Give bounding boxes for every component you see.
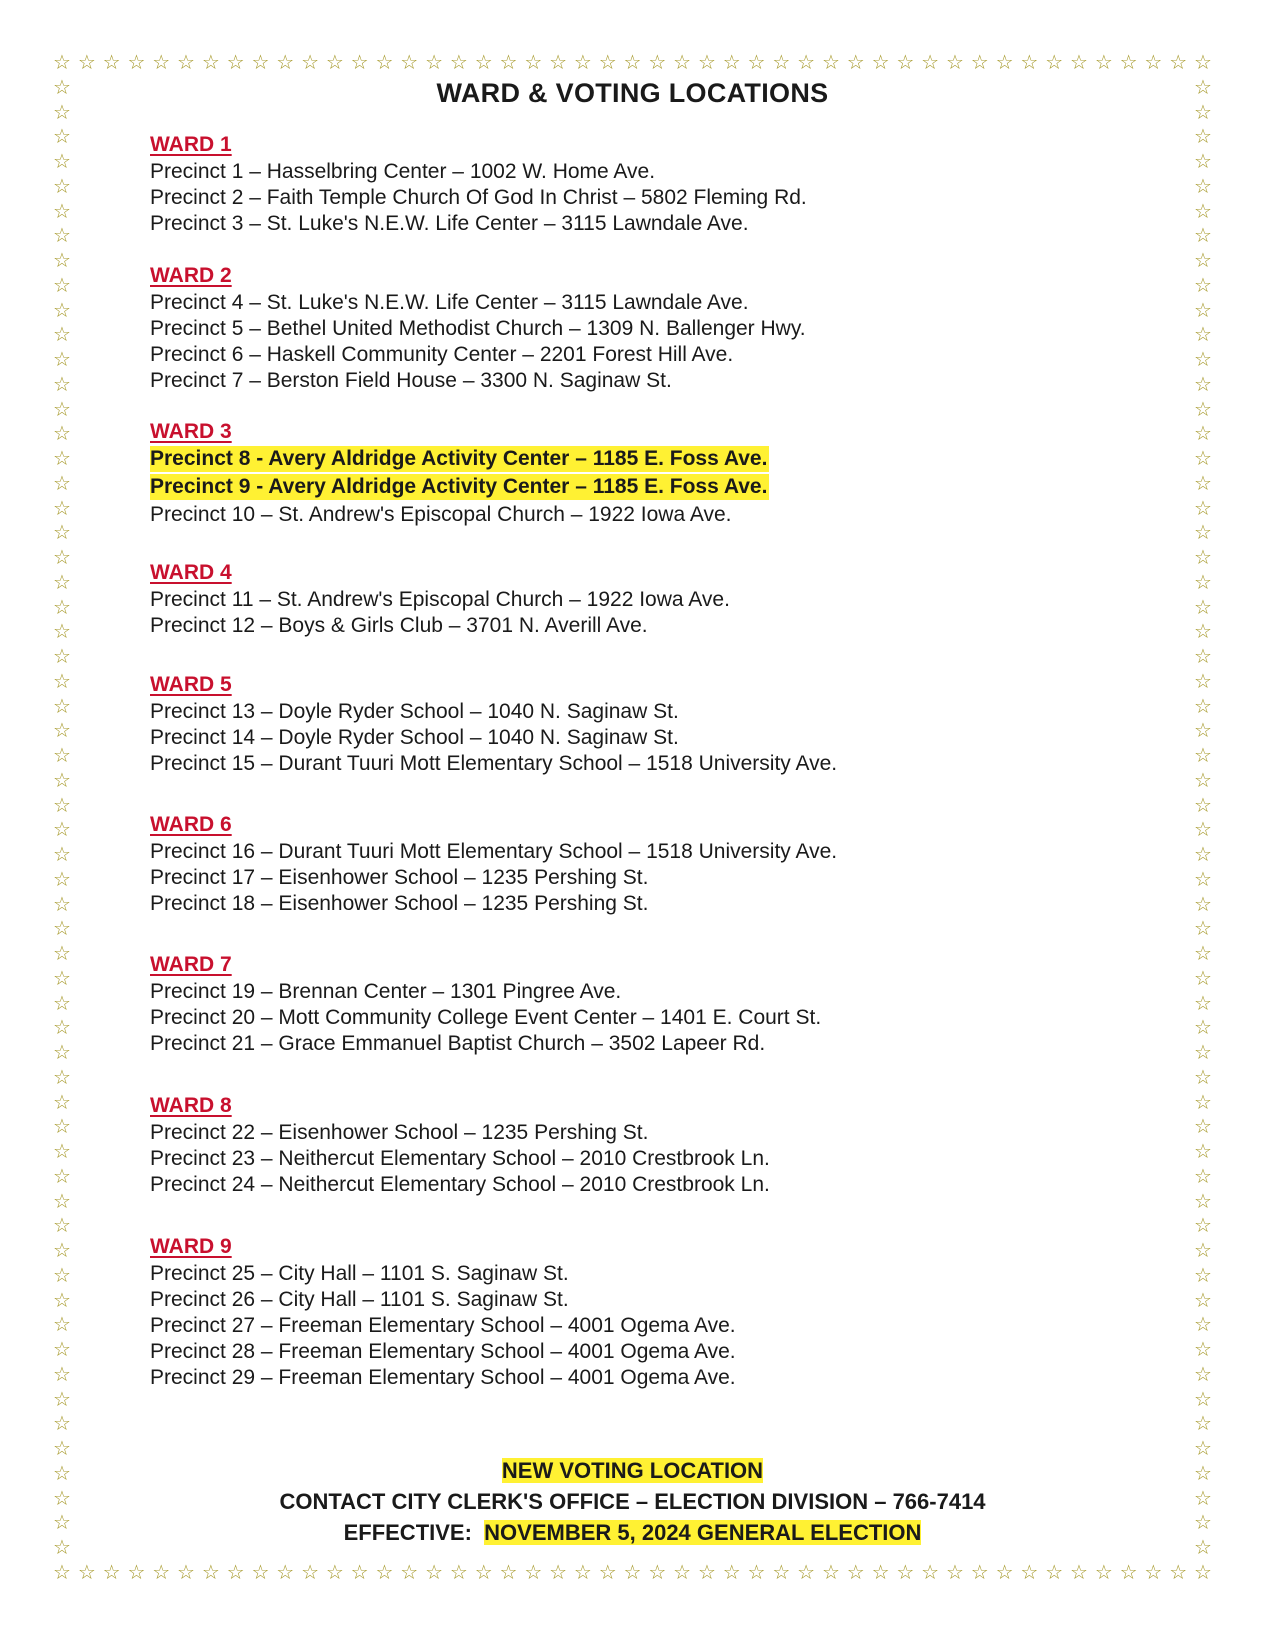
ward-heading: WARD 5 xyxy=(150,673,232,696)
star-outline-icon: ☆ xyxy=(53,965,71,990)
star-outline-icon: ☆ xyxy=(1194,1139,1212,1164)
star-outline-icon: ☆ xyxy=(400,50,419,74)
star-outline-icon: ☆ xyxy=(53,50,71,74)
star-outline-icon: ☆ xyxy=(1045,1560,1064,1584)
star-outline-icon: ☆ xyxy=(102,50,121,74)
star-outline-icon: ☆ xyxy=(921,1560,940,1584)
star-outline-icon: ☆ xyxy=(1194,545,1212,570)
star-outline-icon: ☆ xyxy=(301,1560,319,1584)
star-outline-icon: ☆ xyxy=(1194,1064,1212,1089)
star-outline-icon: ☆ xyxy=(53,495,71,520)
star-outline-icon: ☆ xyxy=(425,50,444,74)
new-location-legend xyxy=(0,1458,1265,1484)
star-outline-icon: ☆ xyxy=(53,1188,71,1213)
star-outline-icon: ☆ xyxy=(53,1163,71,1188)
star-outline-icon: ☆ xyxy=(524,1560,543,1584)
star-outline-icon: ☆ xyxy=(1194,965,1212,990)
star-outline-icon: ☆ xyxy=(449,1560,468,1584)
star-outline-icon: ☆ xyxy=(945,50,964,74)
precinct-row: Precinct 21 – Grace Emmanuel Baptist Church – 3502 Lapeer Rd. xyxy=(150,1032,766,1055)
star-outline-icon: ☆ xyxy=(53,1114,71,1139)
star-outline-icon: ☆ xyxy=(1070,1560,1088,1584)
star-outline-icon: ☆ xyxy=(1194,396,1212,421)
star-outline-icon: ☆ xyxy=(1194,520,1212,545)
star-outline-icon: ☆ xyxy=(871,50,890,74)
star-outline-icon: ☆ xyxy=(53,1238,71,1263)
star-outline-icon: ☆ xyxy=(623,50,642,74)
star-outline-icon: ☆ xyxy=(945,1560,964,1584)
star-outline-icon: ☆ xyxy=(53,718,71,743)
precinct-row: Precinct 24 – Neithercut Elementary School – 2010 Crestbrook Ln. xyxy=(150,1173,770,1196)
star-outline-icon: ☆ xyxy=(350,50,369,74)
star-outline-icon: ☆ xyxy=(846,50,865,74)
star-outline-icon: ☆ xyxy=(1194,1188,1212,1213)
star-outline-icon: ☆ xyxy=(53,149,71,174)
ward-block xyxy=(150,1094,770,1198)
star-outline-icon: ☆ xyxy=(573,1560,592,1584)
precinct-row: Precinct 4 – St. Luke's N.E.W. Life Center – 3115 Lawndale Ave. xyxy=(150,291,749,314)
star-outline-icon: ☆ xyxy=(1194,74,1212,99)
star-outline-icon: ☆ xyxy=(772,50,791,74)
star-outline-icon: ☆ xyxy=(53,1460,71,1485)
star-outline-icon: ☆ xyxy=(53,470,71,495)
star-outline-icon: ☆ xyxy=(1194,1337,1212,1362)
star-outline-icon: ☆ xyxy=(53,1436,71,1461)
precinct-row: Precinct 29 – Freeman Elementary School – 4001 Ogema Ave. xyxy=(150,1366,736,1389)
star-outline-icon: ☆ xyxy=(1194,1560,1212,1584)
star-outline-icon: ☆ xyxy=(1194,1386,1212,1411)
star-outline-icon: ☆ xyxy=(53,371,71,396)
star-outline-icon: ☆ xyxy=(53,1312,71,1337)
star-outline-icon: ☆ xyxy=(276,1560,295,1584)
star-outline-icon: ☆ xyxy=(127,50,146,74)
effective-line xyxy=(0,1520,1265,1546)
precinct-row-new-location: Precinct 9 - Avery Aldridge Activity Center – 1185 E. Foss Ave. xyxy=(150,475,768,498)
precinct-row: Precinct 25 – City Hall – 1101 S. Saginaw St. xyxy=(150,1262,569,1285)
ward-block xyxy=(150,673,837,777)
star-outline-icon: ☆ xyxy=(995,50,1014,74)
star-outline-icon: ☆ xyxy=(1194,941,1212,966)
star-outline-icon: ☆ xyxy=(350,1560,369,1584)
star-outline-icon: ☆ xyxy=(697,50,716,74)
star-outline-icon: ☆ xyxy=(474,50,493,74)
star-outline-icon: ☆ xyxy=(1194,866,1212,891)
star-outline-icon: ☆ xyxy=(53,1040,71,1065)
ward-block xyxy=(150,953,821,1057)
star-outline-icon: ☆ xyxy=(499,50,518,74)
ward-block xyxy=(150,264,806,394)
precinct-row: Precinct 3 – St. Luke's N.E.W. Life Center – 3115 Lawndale Ave. xyxy=(150,212,749,235)
star-outline-icon: ☆ xyxy=(53,223,71,248)
star-outline-icon: ☆ xyxy=(846,1560,865,1584)
star-outline-icon: ☆ xyxy=(177,50,195,74)
star-outline-icon: ☆ xyxy=(549,50,568,74)
star-outline-icon: ☆ xyxy=(53,545,71,570)
star-outline-icon: ☆ xyxy=(152,1560,171,1584)
star-outline-icon: ☆ xyxy=(896,50,915,74)
star-outline-icon: ☆ xyxy=(1194,223,1212,248)
ward-block xyxy=(150,813,837,917)
star-outline-icon: ☆ xyxy=(77,50,96,74)
precinct-row: Precinct 18 – Eisenhower School – 1235 Pershing St. xyxy=(150,892,649,915)
star-outline-icon: ☆ xyxy=(152,50,171,74)
page-title: WARD & VOTING LOCATIONS xyxy=(436,78,829,108)
star-outline-icon: ☆ xyxy=(1194,1436,1212,1461)
star-outline-icon: ☆ xyxy=(474,1560,493,1584)
star-outline-icon: ☆ xyxy=(722,50,741,74)
ward-block xyxy=(150,1235,736,1391)
precinct-row: Precinct 16 – Durant Tuuri Mott Elementary School – 1518 University Ave. xyxy=(150,840,838,863)
star-outline-icon: ☆ xyxy=(921,50,940,74)
star-outline-icon: ☆ xyxy=(1194,1213,1212,1238)
star-outline-icon: ☆ xyxy=(1194,198,1212,223)
star-outline-icon: ☆ xyxy=(1094,1560,1113,1584)
star-outline-icon: ☆ xyxy=(1194,124,1212,149)
new-location-legend-text: NEW VOTING LOCATION xyxy=(501,1458,764,1483)
star-outline-icon: ☆ xyxy=(1194,421,1212,446)
star-outline-icon: ☆ xyxy=(896,1560,915,1584)
star-outline-icon: ☆ xyxy=(524,50,543,74)
star-outline-icon: ☆ xyxy=(1194,1411,1212,1436)
star-outline-icon: ☆ xyxy=(1119,1560,1138,1584)
star-outline-icon: ☆ xyxy=(1194,569,1212,594)
star-outline-icon: ☆ xyxy=(747,50,766,74)
ward-block xyxy=(150,420,769,528)
star-outline-icon: ☆ xyxy=(53,1262,71,1287)
star-outline-icon: ☆ xyxy=(648,50,667,74)
star-outline-icon: ☆ xyxy=(1194,1262,1212,1287)
star-outline-icon: ☆ xyxy=(1194,594,1212,619)
star-outline-icon: ☆ xyxy=(1194,1510,1212,1535)
star-outline-icon: ☆ xyxy=(201,1560,220,1584)
star-outline-icon: ☆ xyxy=(53,1015,71,1040)
precinct-row: Precinct 7 – Berston Field House – 3300 N. Saginaw St. xyxy=(150,369,672,392)
star-outline-icon: ☆ xyxy=(1144,1560,1163,1584)
star-outline-icon: ☆ xyxy=(1045,50,1064,74)
star-outline-icon: ☆ xyxy=(53,644,71,669)
star-outline-icon: ☆ xyxy=(1194,743,1212,768)
precinct-row: Precinct 28 – Freeman Elementary School – 4001 Ogema Ave. xyxy=(150,1340,736,1363)
star-outline-icon: ☆ xyxy=(53,322,71,347)
star-outline-icon: ☆ xyxy=(1194,297,1212,322)
star-outline-icon: ☆ xyxy=(53,1337,71,1362)
star-outline-icon: ☆ xyxy=(797,50,816,74)
star-outline-icon: ☆ xyxy=(53,941,71,966)
precinct-row: Precinct 22 – Eisenhower School – 1235 Pershing St. xyxy=(150,1121,649,1144)
star-outline-icon: ☆ xyxy=(1194,767,1212,792)
star-outline-icon: ☆ xyxy=(53,668,71,693)
precinct-row: Precinct 17 – Eisenhower School – 1235 Pershing St. xyxy=(150,866,649,889)
star-outline-icon: ☆ xyxy=(1194,668,1212,693)
precinct-row: Precinct 10 – St. Andrew's Episcopal Church – 1922 Iowa Ave. xyxy=(150,503,732,526)
precinct-row: Precinct 14 – Doyle Ryder School – 1040 N. Saginaw St. xyxy=(150,726,679,749)
star-outline-icon: ☆ xyxy=(53,619,71,644)
star-outline-icon: ☆ xyxy=(1194,1460,1212,1485)
star-outline-icon: ☆ xyxy=(201,50,220,74)
star-outline-icon: ☆ xyxy=(1194,842,1212,867)
star-outline-icon: ☆ xyxy=(1194,1114,1212,1139)
ward-block xyxy=(150,133,807,237)
star-outline-icon: ☆ xyxy=(53,520,71,545)
star-outline-icon: ☆ xyxy=(53,743,71,768)
star-outline-icon: ☆ xyxy=(1169,50,1188,74)
ward-heading: WARD 4 xyxy=(150,561,232,584)
star-outline-icon: ☆ xyxy=(623,1560,642,1584)
star-outline-icon: ☆ xyxy=(1194,1015,1212,1040)
star-outline-icon: ☆ xyxy=(1194,817,1212,842)
star-outline-icon: ☆ xyxy=(226,1560,245,1584)
precinct-row: Precinct 13 – Doyle Ryder School – 1040 N. Saginaw St. xyxy=(150,700,679,723)
star-outline-icon: ☆ xyxy=(53,866,71,891)
star-outline-icon: ☆ xyxy=(53,1361,71,1386)
star-outline-icon: ☆ xyxy=(648,1560,667,1584)
star-outline-icon: ☆ xyxy=(1194,693,1212,718)
star-outline-icon: ☆ xyxy=(102,1560,121,1584)
star-outline-icon: ☆ xyxy=(325,50,344,74)
contact-line: CONTACT CITY CLERK'S OFFICE – ELECTION DIVISION – 766-7414 xyxy=(279,1489,986,1514)
star-outline-icon: ☆ xyxy=(598,1560,617,1584)
star-outline-icon: ☆ xyxy=(1020,50,1039,74)
star-outline-icon: ☆ xyxy=(598,50,617,74)
star-outline-icon: ☆ xyxy=(1194,916,1212,941)
star-outline-icon: ☆ xyxy=(1094,50,1113,74)
star-outline-icon: ☆ xyxy=(301,50,319,74)
star-outline-icon: ☆ xyxy=(697,1560,716,1584)
ward-heading: WARD 8 xyxy=(150,1094,232,1117)
star-outline-icon: ☆ xyxy=(722,1560,741,1584)
star-outline-icon: ☆ xyxy=(53,792,71,817)
star-outline-icon: ☆ xyxy=(871,1560,890,1584)
star-outline-icon: ☆ xyxy=(1194,470,1212,495)
star-outline-icon: ☆ xyxy=(970,1560,989,1584)
star-outline-icon: ☆ xyxy=(53,248,71,273)
star-outline-icon: ☆ xyxy=(1119,50,1138,74)
precinct-row: Precinct 20 – Mott Community College Event Center – 1401 E. Court St. xyxy=(150,1006,822,1029)
ward-heading: WARD 1 xyxy=(150,133,232,156)
star-outline-icon: ☆ xyxy=(821,50,840,74)
star-outline-icon: ☆ xyxy=(53,1287,71,1312)
ward-heading: WARD 6 xyxy=(150,813,232,836)
star-outline-icon: ☆ xyxy=(1194,149,1212,174)
star-outline-icon: ☆ xyxy=(1194,1485,1212,1510)
star-outline-icon: ☆ xyxy=(127,1560,146,1584)
star-outline-icon: ☆ xyxy=(1194,1089,1212,1114)
star-outline-icon: ☆ xyxy=(499,1560,518,1584)
star-outline-icon: ☆ xyxy=(1194,644,1212,669)
star-outline-icon: ☆ xyxy=(573,50,592,74)
star-outline-icon: ☆ xyxy=(1194,1312,1212,1337)
star-outline-icon: ☆ xyxy=(1194,1238,1212,1263)
effective-date: NOVEMBER 5, 2024 GENERAL ELECTION xyxy=(484,1520,922,1545)
star-outline-icon: ☆ xyxy=(1169,1560,1188,1584)
star-outline-icon: ☆ xyxy=(53,767,71,792)
precinct-row: Precinct 5 – Bethel United Methodist Church – 1309 N. Ballenger Hwy. xyxy=(150,317,806,340)
star-outline-icon: ☆ xyxy=(53,916,71,941)
star-outline-icon: ☆ xyxy=(375,50,394,74)
star-outline-icon: ☆ xyxy=(53,594,71,619)
star-outline-icon: ☆ xyxy=(449,50,468,74)
star-outline-icon: ☆ xyxy=(53,817,71,842)
star-outline-icon: ☆ xyxy=(53,173,71,198)
star-outline-icon: ☆ xyxy=(1194,1361,1212,1386)
star-outline-icon: ☆ xyxy=(53,297,71,322)
effective-label: EFFECTIVE: xyxy=(343,1520,472,1545)
star-outline-icon: ☆ xyxy=(1194,248,1212,273)
star-outline-icon: ☆ xyxy=(53,1411,71,1436)
star-outline-icon: ☆ xyxy=(995,1560,1014,1584)
star-outline-icon: ☆ xyxy=(226,50,245,74)
star-outline-icon: ☆ xyxy=(1194,272,1212,297)
star-outline-icon: ☆ xyxy=(53,347,71,372)
star-outline-icon: ☆ xyxy=(53,891,71,916)
star-outline-icon: ☆ xyxy=(53,693,71,718)
star-outline-icon: ☆ xyxy=(53,421,71,446)
star-outline-icon: ☆ xyxy=(797,1560,816,1584)
star-outline-icon: ☆ xyxy=(1194,1040,1212,1065)
star-outline-icon: ☆ xyxy=(1194,495,1212,520)
star-outline-icon: ☆ xyxy=(53,1535,71,1560)
star-outline-icon: ☆ xyxy=(251,50,270,74)
ward-block xyxy=(150,561,730,639)
star-outline-icon: ☆ xyxy=(549,1560,568,1584)
precinct-row: Precinct 12 – Boys & Girls Club – 3701 N. Averill Ave. xyxy=(150,614,648,637)
star-outline-icon: ☆ xyxy=(1194,891,1212,916)
ward-heading: WARD 2 xyxy=(150,264,232,287)
precinct-row: Precinct 2 – Faith Temple Church Of God In Christ – 5802 Fleming Rd. xyxy=(150,186,807,209)
precinct-row: Precinct 15 – Durant Tuuri Mott Elementary School – 1518 University Ave. xyxy=(150,752,838,775)
star-outline-icon: ☆ xyxy=(53,1560,71,1584)
star-outline-icon: ☆ xyxy=(53,990,71,1015)
star-outline-icon: ☆ xyxy=(325,1560,344,1584)
star-outline-icon: ☆ xyxy=(53,396,71,421)
star-outline-icon: ☆ xyxy=(1194,347,1212,372)
ward-heading: WARD 3 xyxy=(150,420,232,443)
star-outline-icon: ☆ xyxy=(53,446,71,471)
star-outline-icon: ☆ xyxy=(77,1560,96,1584)
star-outline-icon: ☆ xyxy=(1194,173,1212,198)
star-outline-icon: ☆ xyxy=(53,99,71,124)
star-outline-icon: ☆ xyxy=(1194,1287,1212,1312)
star-outline-icon: ☆ xyxy=(375,1560,394,1584)
star-outline-icon: ☆ xyxy=(53,1089,71,1114)
star-outline-icon: ☆ xyxy=(1194,718,1212,743)
star-outline-icon: ☆ xyxy=(177,1560,195,1584)
star-outline-icon: ☆ xyxy=(673,1560,692,1584)
star-outline-icon: ☆ xyxy=(425,1560,444,1584)
star-outline-icon: ☆ xyxy=(400,1560,419,1584)
star-outline-icon: ☆ xyxy=(53,1213,71,1238)
star-outline-icon: ☆ xyxy=(1194,619,1212,644)
precinct-row: Precinct 23 – Neithercut Elementary School – 2010 Crestbrook Ln. xyxy=(150,1147,770,1170)
star-outline-icon: ☆ xyxy=(53,74,71,99)
star-outline-icon: ☆ xyxy=(53,1485,71,1510)
star-outline-icon: ☆ xyxy=(53,569,71,594)
star-outline-icon: ☆ xyxy=(53,1510,71,1535)
star-outline-icon: ☆ xyxy=(1194,792,1212,817)
precinct-row: Precinct 11 – St. Andrew's Episcopal Church – 1922 Iowa Ave. xyxy=(150,588,730,611)
star-outline-icon: ☆ xyxy=(53,198,71,223)
star-outline-icon: ☆ xyxy=(970,50,989,74)
star-outline-icon: ☆ xyxy=(276,50,295,74)
star-outline-icon: ☆ xyxy=(1020,1560,1039,1584)
star-outline-icon: ☆ xyxy=(1194,50,1212,74)
star-outline-icon: ☆ xyxy=(251,1560,270,1584)
precinct-row-new-location: Precinct 8 - Avery Aldridge Activity Center – 1185 E. Foss Ave. xyxy=(150,447,768,470)
star-outline-icon: ☆ xyxy=(53,842,71,867)
precinct-row: Precinct 19 – Brennan Center – 1301 Pingree Ave. xyxy=(150,980,622,1003)
ward-heading: WARD 7 xyxy=(150,953,232,976)
star-outline-icon: ☆ xyxy=(1194,322,1212,347)
star-outline-icon: ☆ xyxy=(53,124,71,149)
star-outline-icon: ☆ xyxy=(1194,446,1212,471)
star-outline-icon: ☆ xyxy=(53,272,71,297)
star-outline-icon: ☆ xyxy=(53,1139,71,1164)
star-outline-icon: ☆ xyxy=(1070,50,1088,74)
star-outline-icon: ☆ xyxy=(1194,1535,1212,1560)
star-outline-icon: ☆ xyxy=(821,1560,840,1584)
ward-heading: WARD 9 xyxy=(150,1235,232,1258)
star-outline-icon: ☆ xyxy=(747,1560,766,1584)
star-outline-icon: ☆ xyxy=(53,1386,71,1411)
precinct-row: Precinct 26 – City Hall – 1101 S. Saginaw St. xyxy=(150,1288,569,1311)
star-outline-icon: ☆ xyxy=(1144,50,1163,74)
precinct-row: Precinct 6 – Haskell Community Center – 2201 Forest Hill Ave. xyxy=(150,343,734,366)
star-outline-icon: ☆ xyxy=(1194,371,1212,396)
precinct-row: Precinct 27 – Freeman Elementary School – 4001 Ogema Ave. xyxy=(150,1314,736,1337)
star-outline-icon: ☆ xyxy=(1194,1163,1212,1188)
star-outline-icon: ☆ xyxy=(1194,99,1212,124)
star-outline-icon: ☆ xyxy=(673,50,692,74)
star-outline-icon: ☆ xyxy=(53,1064,71,1089)
precinct-row: Precinct 1 – Hasselbring Center – 1002 W. Home Ave. xyxy=(150,160,656,183)
star-outline-icon: ☆ xyxy=(772,1560,791,1584)
star-outline-icon: ☆ xyxy=(1194,990,1212,1015)
